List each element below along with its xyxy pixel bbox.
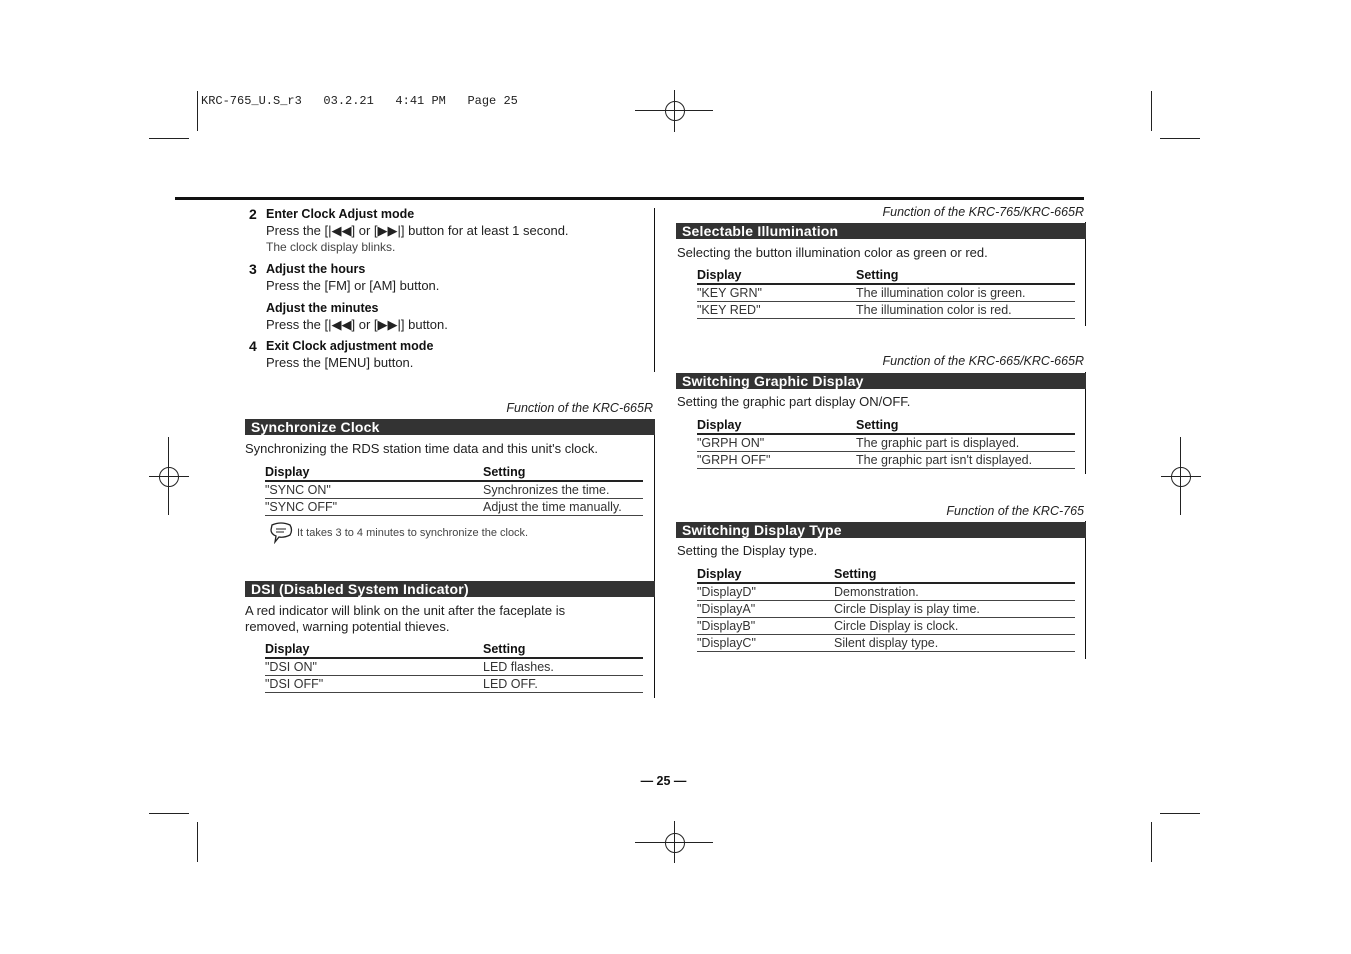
section-header-graphic-display: Switching Graphic Display (676, 373, 1086, 389)
note-text: It takes 3 to 4 minutes to synchronize the clock. (297, 527, 529, 539)
cell-display: "DisplayB" (697, 619, 756, 633)
table-header (697, 566, 1075, 584)
function-note: Function of the KRC-665/KRC-665R (882, 354, 1084, 368)
section-description: A red indicator will blink on the unit after the faceplate is (245, 603, 566, 618)
col-display: Display (697, 268, 742, 282)
crop-mark (149, 138, 189, 139)
section-header-illumination: Selectable Illumination (676, 223, 1086, 239)
illumination-table (697, 267, 1075, 319)
step-number: 4 (249, 338, 257, 354)
cell-display: "SYNC ON" (265, 483, 331, 497)
note-icon (269, 522, 293, 549)
cell-setting: The graphic part isn't displayed. (856, 453, 1033, 467)
step-title: Enter Clock Adjust mode (266, 207, 415, 221)
cell-setting: LED flashes. (483, 660, 554, 674)
print-header: KRC-765_U.S_r3 03.2.21 4:41 PM Page 25 (201, 94, 518, 108)
step-text: Press the [FM] or [AM] button. (266, 278, 440, 293)
column-divider (1085, 521, 1086, 659)
table-row (697, 452, 1075, 469)
crop-mark (1151, 822, 1152, 862)
step-text: Press the [MENU] button. (266, 355, 414, 370)
table-row (697, 618, 1075, 635)
sync-table (265, 464, 643, 516)
cell-setting: Adjust the time manually. (483, 500, 622, 514)
step-number: 2 (249, 206, 257, 222)
top-rule (175, 197, 1084, 200)
column-divider (654, 420, 655, 698)
crop-mark (149, 813, 189, 814)
cell-display: "DSI OFF" (265, 677, 324, 691)
cell-display: "GRPH ON" (697, 436, 765, 450)
step-title: Adjust the hours (266, 262, 366, 276)
table-row (265, 499, 643, 516)
page-number: — 25 — (640, 774, 687, 788)
cell-setting: LED OFF. (483, 677, 538, 691)
col-setting: Setting (856, 268, 899, 282)
table-header (697, 417, 1075, 435)
function-note: Function of the KRC-765/KRC-665R (882, 205, 1084, 219)
step-subtitle: Adjust the minutes (266, 301, 379, 315)
table-header (697, 267, 1075, 285)
cell-setting: Synchronizes the time. (483, 483, 610, 497)
function-note: Function of the KRC-665R (506, 401, 653, 415)
col-setting: Setting (483, 642, 526, 656)
step-text: Press the [|◀◀] or [▶▶|] button. (266, 317, 448, 332)
section-description: removed, warning potential thieves. (245, 619, 450, 634)
section-description: Setting the Display type. (677, 543, 818, 558)
cell-display: "DisplayC" (697, 636, 756, 650)
table-row (697, 601, 1075, 618)
function-note: Function of the KRC-765 (946, 504, 1084, 518)
table-row (697, 635, 1075, 652)
display-type-table (697, 566, 1075, 652)
table-row (697, 285, 1075, 302)
column-divider (654, 208, 655, 372)
cell-display: "KEY GRN" (697, 286, 762, 300)
cell-setting: The illumination color is red. (856, 303, 1012, 317)
table-row (265, 482, 643, 499)
col-display: Display (265, 642, 310, 656)
col-setting: Setting (483, 465, 526, 479)
step-number: 3 (249, 261, 257, 277)
col-display: Display (697, 567, 742, 581)
step-text: Press the [|◀◀] or [▶▶|] button for at least 1 second. (266, 223, 569, 238)
cell-display: "DSI ON" (265, 660, 317, 674)
crop-mark (1151, 91, 1152, 131)
col-display: Display (265, 465, 310, 479)
crop-mark (1160, 138, 1200, 139)
table-row (697, 584, 1075, 601)
cell-display: "DisplayD" (697, 585, 756, 599)
crop-mark (197, 91, 198, 131)
step-title: Exit Clock adjustment mode (266, 339, 434, 353)
col-display: Display (697, 418, 742, 432)
cell-display: "KEY RED" (697, 303, 761, 317)
section-header-sync-clock: Synchronize Clock (245, 419, 655, 435)
table-header (265, 641, 643, 659)
cell-setting: The graphic part is displayed. (856, 436, 1020, 450)
table-row (697, 435, 1075, 452)
cell-display: "DisplayA" (697, 602, 756, 616)
table-row (697, 302, 1075, 319)
crop-mark (197, 822, 198, 862)
cell-display: "GRPH OFF" (697, 453, 771, 467)
section-header-display-type: Switching Display Type (676, 522, 1086, 538)
table-header (265, 464, 643, 482)
cell-setting: Demonstration. (834, 585, 919, 599)
crop-mark (1160, 813, 1200, 814)
section-description: Synchronizing the RDS station time data and this unit's clock. (245, 441, 598, 456)
step-note: The clock display blinks. (266, 240, 396, 254)
col-setting: Setting (834, 567, 877, 581)
dsi-table (265, 641, 643, 693)
graphic-table (697, 417, 1075, 469)
cell-setting: Silent display type. (834, 636, 939, 650)
section-description: Selecting the button illumination color as green or red. (677, 245, 988, 260)
table-row (265, 676, 643, 693)
col-setting: Setting (856, 418, 899, 432)
cell-setting: Circle Display is clock. (834, 619, 959, 633)
cell-setting: Circle Display is play time. (834, 602, 980, 616)
cell-display: "SYNC OFF" (265, 500, 338, 514)
table-row (265, 659, 643, 676)
section-description: Setting the graphic part display ON/OFF. (677, 394, 911, 409)
cell-setting: The illumination color is green. (856, 286, 1026, 300)
section-header-dsi: DSI (Disabled System Indicator) (245, 581, 655, 597)
